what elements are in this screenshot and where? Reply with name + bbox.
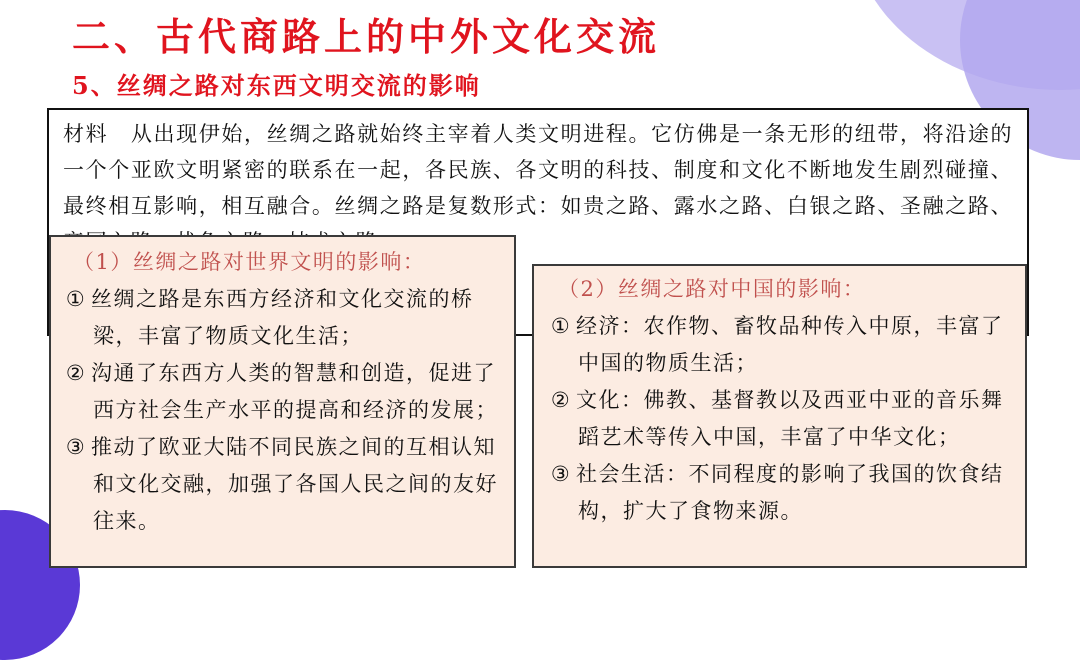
point-marker: ② (65, 361, 87, 385)
point-text: 丝绸之路是东西方经济和文化交流的桥梁，丰富了物质文化生活； (91, 287, 474, 348)
china-influence-heading: （2）丝绸之路对中国的影响： (558, 277, 866, 301)
point-marker: ③ (550, 462, 572, 486)
world-point-3 (61, 429, 504, 540)
world-influence-heading: （1）丝绸之路对世界文明的影响： (73, 250, 426, 274)
china-point-3 (546, 456, 1013, 530)
china-point-1 (546, 308, 1013, 382)
point-text: 推动了欧亚大陆不同民族之间的互相认知和文化交融，加强了各国人民之间的友好往来。 (91, 435, 498, 533)
point-marker: ① (65, 287, 87, 311)
page-title: 二、古代商路上的中外文化交流 (72, 14, 661, 59)
china-influence-panel (532, 264, 1027, 568)
point-marker: ① (550, 314, 572, 338)
world-point-2 (61, 355, 504, 429)
china-point-2 (546, 382, 1013, 456)
point-text: 经济：农作物、畜牧品种传入中原，丰富了中国的物质生活； (576, 314, 1004, 375)
point-marker: ② (550, 388, 572, 412)
point-marker: ③ (65, 435, 87, 459)
point-text: 社会生活：不同程度的影响了我国的饮食结构，扩大了食物来源。 (576, 462, 1004, 523)
point-text: 文化：佛教、基督教以及西亚中亚的音乐舞蹈艺术等传入中国，丰富了中华文化； (576, 388, 1004, 449)
world-point-1 (61, 281, 504, 355)
point-text: 沟通了东西方人类的智慧和创造，促进了西方社会生产水平的提高和经济的发展； (91, 361, 498, 422)
section-subtitle: 5、丝绸之路对东西文明交流的影响 (72, 71, 481, 100)
world-influence-panel (49, 235, 516, 568)
material-text: 材料 从出现伊始，丝绸之路就始终主宰着人类文明进程。它仿佛是一条无形的纽带，将沿途的一个个亚欧文明紧密的联系在一起，各民族、各文明的科技、制度和文化不断地发生剧烈碰撞、最终相互影响，相互融合。丝绸之路是复数形式：如贵之路、露水之路、白银之路、圣融之路、 (63, 122, 1013, 218)
